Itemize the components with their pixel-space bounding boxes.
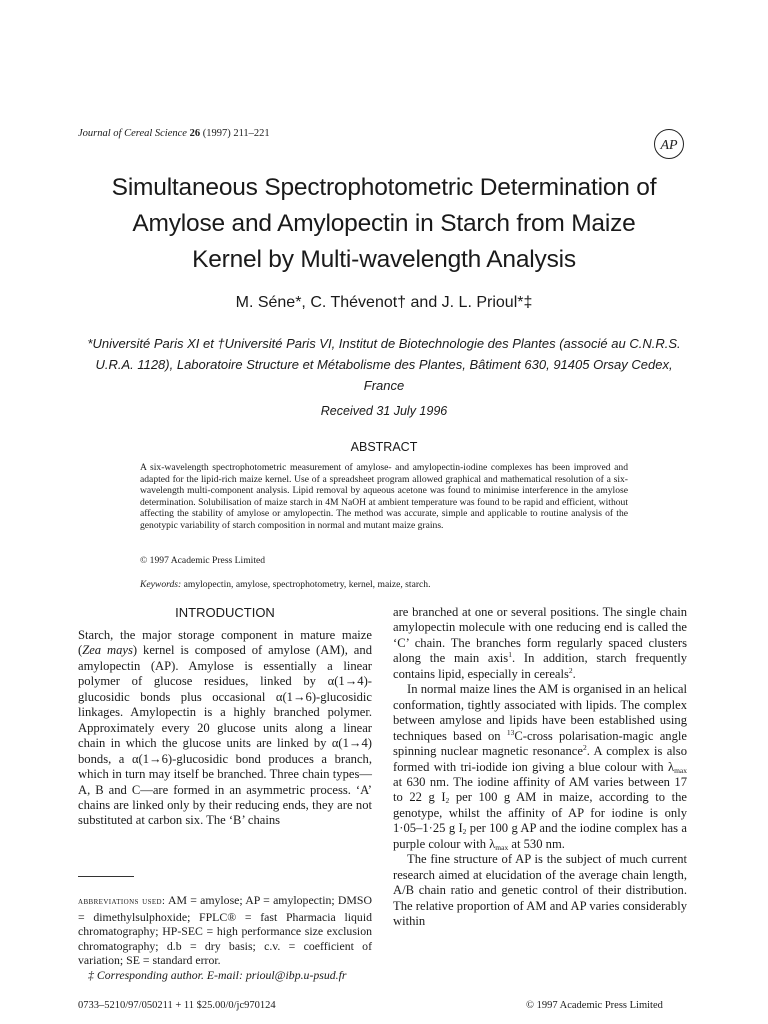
corresponding-author: ‡ Corresponding author. E-mail: prioul@ibp.u-psud.fr (88, 967, 347, 982)
intro-paragraph-3: In normal maize lines the AM is organised in an helical conformation, tightly associated with lipids. The complex between amylose and lipids have been established using techniques based on $^{13}$C-cross polarisation-magic angle spinning nuclear magnetic resonance$^2$. A complex is also formed with tri-iodide ion giving a blue colour with $\lambda_{max}$ at 630 nm. The iodine affinity of AM varies between 17 to 22 g $I_2$ per 100 g AM in maize, according to the genotype, whilst the affinity of AP for iodine is only 1·05–1·25 g $I_2$ per 100 g AP and the iodine complex has a purple colour with $\lambda_{max}$ at 530 nm. (393, 682, 687, 852)
abbreviations-label: abbreviations used: (78, 896, 166, 907)
intro-paragraph-2: are branched at one or several positions. The single chain amylopectin molecule with one reducing end is called the ‘C’ chain. The branches form regularly spaced clusters along the main axis$^1$. In addition, starch frequently contains lipid, especially in cereals$^2$. (393, 605, 687, 681)
left-column (78, 628, 372, 829)
author-list: M. Séne*, C. Thévenot† and J. L. Prioul*‡ (235, 294, 533, 311)
species-name: Zea mays (82, 643, 133, 658)
intro-paragraph-1: Starch, the major storage component in mature maize (Zea mays) kernel is composed of amylose (AM), and amylopectin (AP). Amylose is essentially a linear polymer of glucose residues, linked by α(1→4)-glucosidic bonds plus occasional α(1→6)-glucosidic linkages. Amylopectin is a highly branched polymer. Approximately every 20 glucose units along a linear chain in which the glucose units are linked by α(1→4) bonds, a α(1→6)-glucosidic bond produces a branch, which in turn may itself be branched. Three chain types—A, B and C—are formed in an asymmetric process. ‘A’ chains are linked only by their reducing ends, they are not substituted at carbon six. The ‘B’ chains (78, 628, 372, 828)
abbreviations-text: abbreviations used: AM = amylose; AP = amylopectin; DMSO = dimethylsulphoxide; FPLC® = fast Pharmacia liquid chromatography; HP-SEC = high performance size exclusion chromatography; d.b = dry basis; c.v. = coefficient of variation; SE = standard error. (78, 893, 372, 967)
article-title (60, 170, 708, 278)
journal-volume: 26 (189, 128, 201, 139)
journal-citation (78, 128, 270, 139)
title-line: Simultaneous Spectrophotometric Determination of (111, 174, 657, 201)
affiliation-line: U.R.A. 1128), Laboratoire Structure et Métabolisme des Plantes, Bâtiment 630, 91405 Orsay Cedex, (95, 357, 673, 372)
affiliation-line: *Université Paris XI et †Université Paris VI, Institut de Biotechnologie des Plantes (associé au C.N.R.S. (87, 336, 681, 351)
affiliations (78, 333, 690, 396)
introduction-heading: INTRODUCTION (175, 605, 275, 620)
intro-paragraph-4: The fine structure of AP is the subject of much current research aimed at elucidation of the average chain length, A/B chain ratio and genetic control of their distribution. The relative proportion of AM and AP varies considerably within (393, 852, 687, 929)
publisher-logo-text: AP (660, 138, 678, 153)
received-date: Received 31 July 1996 (320, 404, 448, 418)
title-line: Kernel by Multi-wavelength Analysis (192, 246, 576, 273)
publisher-logo-icon (653, 128, 685, 160)
keywords-text: amylopectin, amylose, spectrophotometry, kernel, maize, starch. (181, 579, 431, 590)
citation-ref: 2 (568, 665, 573, 675)
footer-copyright: © 1997 Academic Press Limited (526, 1000, 663, 1011)
abstract-heading: ABSTRACT (350, 440, 418, 454)
title-line: Amylose and Amylopectin in Starch from Maize (132, 210, 636, 237)
keywords (140, 579, 430, 590)
affiliation-line: France (363, 378, 405, 393)
abbreviations-footnote (78, 893, 372, 982)
abstract-copyright: © 1997 Academic Press Limited (140, 555, 266, 566)
journal-name: Journal of Cereal Science (78, 128, 187, 139)
footnote-divider (78, 876, 134, 877)
keywords-label: Keywords: (140, 579, 182, 590)
journal-year-pages: (1997) 211–221 (202, 128, 270, 139)
right-column (393, 605, 687, 930)
citation-ref: 1 (508, 650, 512, 660)
abstract-text: A six-wavelength spectrophotometric measurement of amylose- and amylopectin-iodine complexes has been improved and adapted for the lipid-rich maize kernel. Use of a spreadsheet program allowed graphical and mathematical resolution of a six-wavelength multi-component analysis. Lipid removal by aqueous acetone was found to minimise interference in the amylose determination. Solubilisation of maize starch in 4M NaOH at ambient temperature was found to be rapid and efficient, without affecting the stability of amylose or amylopectin. The method was accurate, simple and applicable to routine analysis of the genotypic variability of starch composition in normal and mutant maize grains. (140, 462, 628, 531)
citation-ref: 2 (582, 743, 587, 753)
footer-code: 0733–5210/97/050211 + 11 $25.00/0/jc970124 (78, 1000, 276, 1011)
